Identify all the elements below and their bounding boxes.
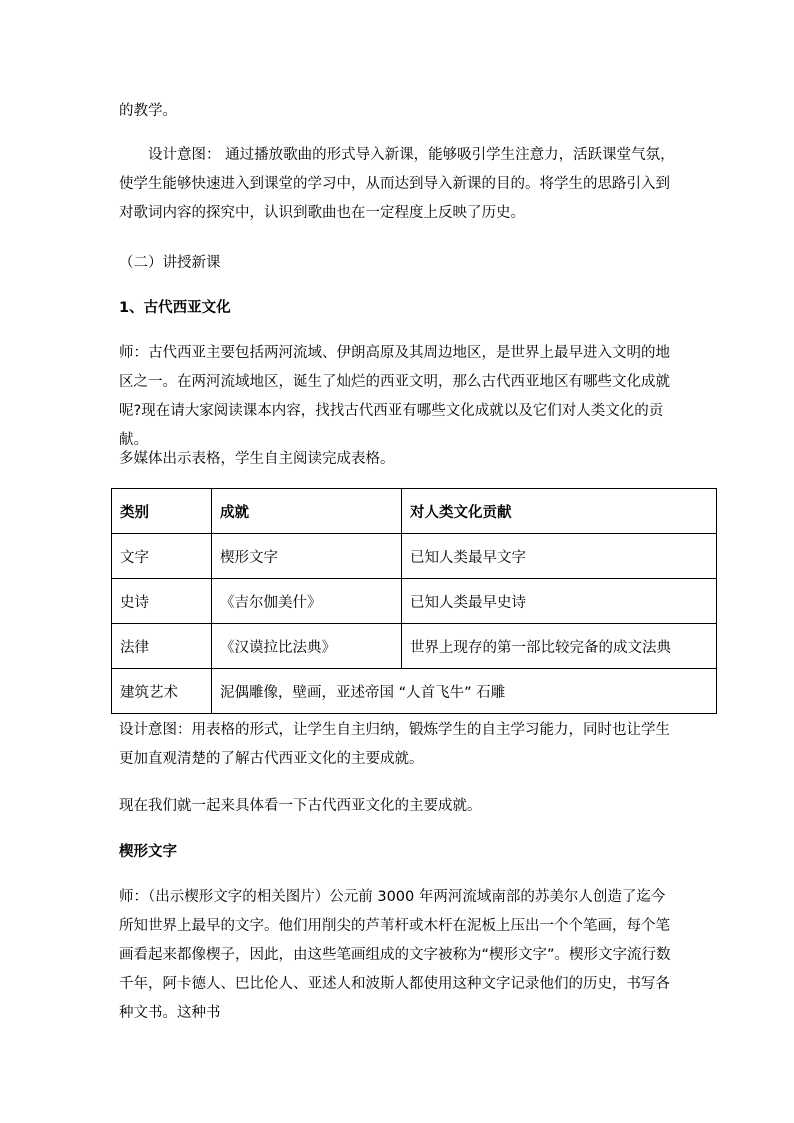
table-row xyxy=(112,624,717,669)
cell-achievement: 楔形文字 xyxy=(212,534,402,579)
table-row xyxy=(112,579,717,624)
cell-category: 文字 xyxy=(112,534,212,579)
cell-achievement-merged: 泥偶雕像，壁画，亚述帝国 “人首飞牛” 石雕 xyxy=(212,669,717,714)
cell-contribution: 已知人类最早文字 xyxy=(402,534,717,579)
paragraph-continuation: 的教学。 xyxy=(119,103,177,119)
cell-achievement: 《吉尔伽美什》 xyxy=(212,579,402,624)
design-intent-paragraph-1: 设计意图： 通过播放歌曲的形式导入新课，能够吸引学生注意力，活跃课堂气氛，使学生能够快速进入到课堂的学习中，从而达到导入新课的目的。将学生的思路引入到对歌词内容的探究中，认识到歌曲也在一定程度上反映了历史。 xyxy=(119,147,675,221)
cell-contribution: 已知人类最早史诗 xyxy=(402,579,717,624)
achievement-table xyxy=(111,488,717,714)
cell-category: 史诗 xyxy=(112,579,212,624)
heading-ancient-west-asia: 1、古代西亚文化 xyxy=(119,300,231,316)
cell-achievement: 《汉谟拉比法典》 xyxy=(212,624,402,669)
teacher-paragraph-2: 师：（出示楔形文字的相关图片）公元前 3000 年两河流域南部的苏美尔人创造了迄今所知世界上最早的文字。他们用削尖的芦苇杆或木杆在泥板上压出一个个笔画，每个笔画看起来都像楔子，因此，由这些笔画组成的文字被称为“楔形文字”。楔形文字流行数千年，阿卡德人、巴比伦人、亚述人和波斯人都使用这种文字记录他们的历史，书写各种文书。这种书 xyxy=(119,889,671,1021)
header-category: 类别 xyxy=(112,489,212,534)
cell-category: 建筑艺术 xyxy=(112,669,212,714)
section-heading-teaching: （二）讲授新课 xyxy=(119,255,221,271)
multimedia-instruction: 多媒体出示表格，学生自主阅读完成表格。 xyxy=(119,451,395,467)
table-header-row xyxy=(112,489,717,534)
table-row xyxy=(112,669,717,714)
teacher-paragraph-1: 师：古代西亚主要包括两河流域、伊朗高原及其周边地区，是世界上最早进入文明的地区之一。在两河流域地区，诞生了灿烂的西亚文明，那么古代西亚地区有哪些文化成就呢?现在请大家阅读课本内容，找找古代西亚有哪些文化成就以及它们对人类文化的贡献。 xyxy=(119,345,670,448)
header-contribution: 对人类文化贡献 xyxy=(402,489,717,534)
header-achievement: 成就 xyxy=(212,489,402,534)
table-row xyxy=(112,534,717,579)
heading-cuneiform: 楔形文字 xyxy=(119,844,177,860)
transition-sentence: 现在我们就一起来具体看一下古代西亚文化的主要成就。 xyxy=(119,798,482,814)
cell-category: 法律 xyxy=(112,624,212,669)
cell-contribution: 世界上现存的第一部比较完备的成文法典 xyxy=(402,624,717,669)
design-intent-paragraph-2: 设计意图：用表格的形式，让学生自主归纳，锻炼学生的自主学习能力，同时也让学生更加直观清楚的了解古代西亚文化的主要成就。 xyxy=(119,722,670,767)
